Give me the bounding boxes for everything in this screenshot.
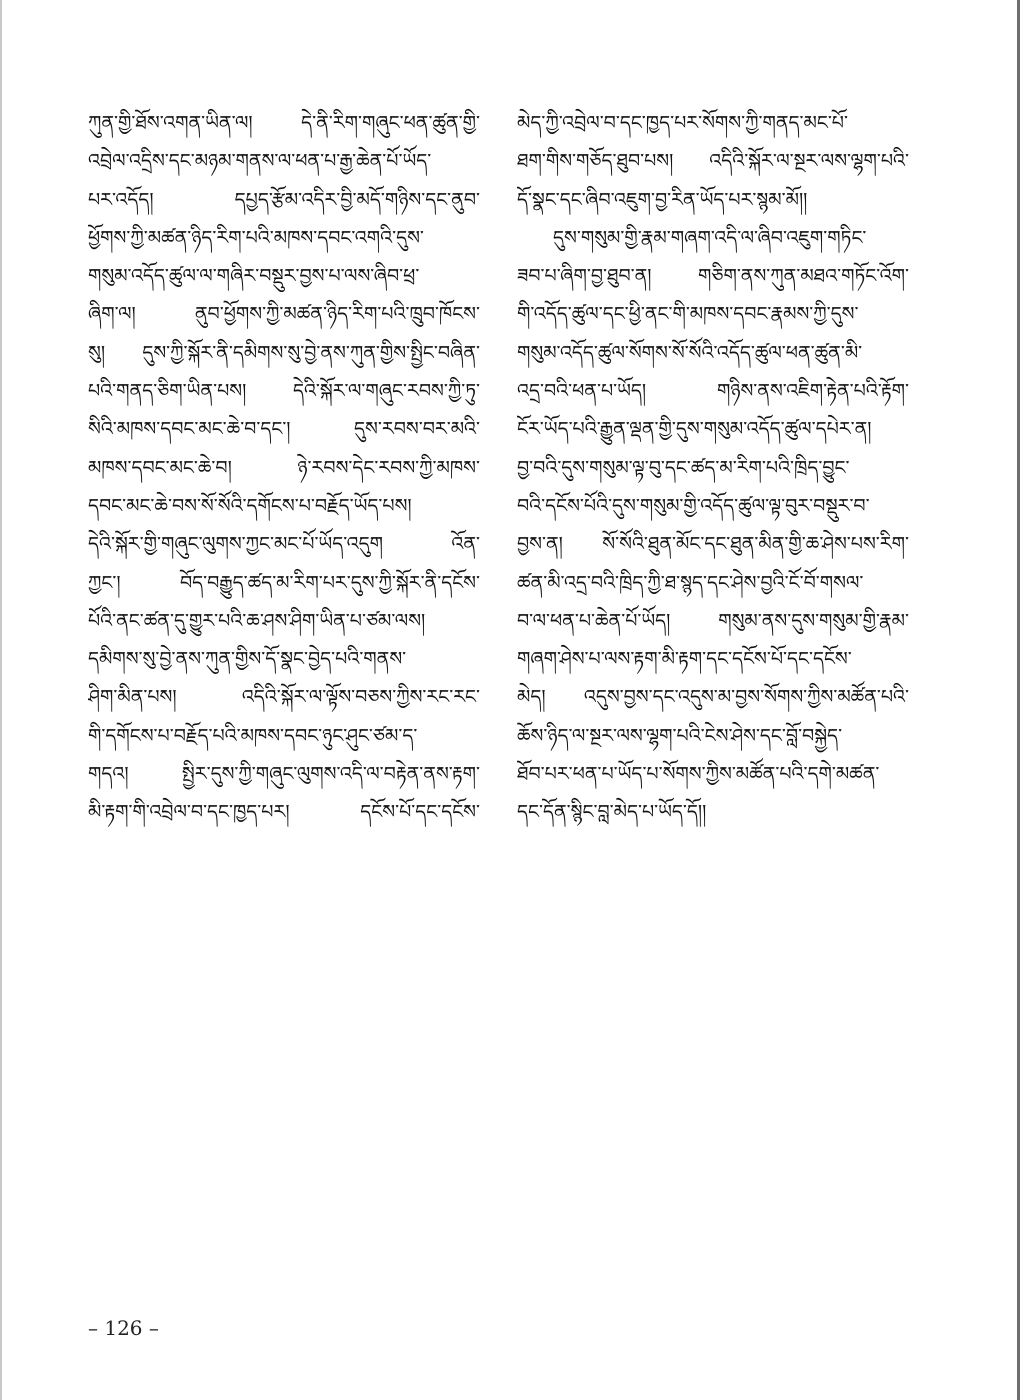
text-line: དེའི་སྐོར་གྱི་གཞུང་ལུགས་ཀྱང་མང་པོ་ཡོད་འདུག འོན་	[88, 533, 480, 556]
text-line: བྱས་ན། སོ་སོའི་ཐུན་མོང་དང་ཐུན་མིན་གྱི་ཆ་ཤེས་པས་རིག་	[517, 533, 909, 556]
text-line: མི་རྟག་གི་འབྲེལ་བ་དང་ཁྱད་པར། དངོས་པོ་དང་དངོས་	[88, 801, 480, 824]
text-line: བ་ལ་ཕན་པ་ཆེན་པོ་ཡོད། གསུམ་ནས་དུས་གསུམ་གྱི་རྣམ་	[517, 609, 909, 632]
text-line: འབྲེལ་འདྲིས་དང་མཉམ་གནས་ལ་ཕན་པ་རྒྱ་ཆེན་པོ་ཡོད་	[88, 150, 432, 173]
text-line: ཕྱོགས་ཀྱི་མཚན་ཉིད་རིག་པའི་མཁས་དབང་འགའི་དུས་	[88, 226, 424, 249]
text-line: མཁས་དབང་མང་ཆེ་བ། ཉེ་རབས་དེང་རབས་ཀྱི་མཁས་	[88, 456, 480, 479]
text-line: མེད་ཀྱི་འབྲེལ་བ་དང་ཁྱད་པར་སོགས་ཀྱི་གནད་མང་པོ་	[517, 112, 848, 134]
text-line: དམིགས་སུ་བྱེ་ནས་ཀུན་གྱིས་དོ་སྣང་བྱེད་པའི་གནས་	[88, 648, 407, 671]
text-line: ཤིག་མིན་པས། འདིའི་སྐོར་ལ་ལྟོས་བཅས་ཀྱིས་རང་རང་	[88, 686, 480, 709]
text-line: གི་འདོད་ཚུལ་དང་ཕྱི་ནང་གི་མཁས་དབང་རྣམས་ཀྱི་དུས་	[517, 303, 859, 326]
text-column-right	[517, 104, 909, 832]
text-line: ངོར་ཡོད་པའི་རྒྱུན་ལྡན་གྱི་དུས་གསུམ་འདོད་ཚུལ་དཔེར་ན།	[517, 418, 872, 441]
paragraph-end-line: དོ་སྣང་དང་ཞིབ་འཇུག་བྱ་རིན་ཡོད་པར་སྙམ་མོ།།	[517, 188, 808, 211]
text-line: ཆོས་ཉིད་ལ་སྔར་ལས་ལྷག་པའི་ངེས་ཤེས་དང་བློ་བསྐྱེད་	[517, 724, 843, 747]
text-line: དབང་མང་ཆེ་བས་སོ་སོའི་དགོངས་པ་བརྗོད་ཡོད་པས།	[88, 494, 412, 517]
text-line: གསུམ་འདོད་ཚུལ་སོགས་སོ་སོའི་འདོད་ཚུལ་ཕན་ཚུན་མི་	[517, 341, 863, 364]
text-line: པར་འདོད། དཔྱད་རྩོམ་འདིར་བྱི་མདོ་གཉིས་དང་ནུབ་	[88, 188, 480, 211]
text-line: གདའ། སྤྱིར་དུས་ཀྱི་གཞུང་ལུགས་འདི་ལ་བརྟེན་ནས་རྟག་	[88, 763, 480, 786]
text-line: ཟབ་པ་ཞིག་བྱ་ཐུབ་ན། གཅིག་ནས་ཀུན་མཐའ་གཏོང་འོག་	[517, 265, 909, 288]
text-line: ཚན་མི་འདྲ་བའི་ཁྲིད་ཀྱི་ཐ་སྙད་དང་ཤེས་བྱའི་ངོ་བོ་གསལ་	[517, 571, 864, 594]
text-line: ཀུན་གྱི་ཐོས་འགན་ཡིན་ལ། དེ་ནི་རིག་གཞུང་ཕན་ཚུན་གྱི་	[88, 112, 480, 134]
text-line: འདྲ་བའི་ཕན་པ་ཡོད། གཉིས་ནས་འཇིག་རྟེན་པའི་རྟོག་	[517, 380, 909, 403]
page-number: – 126 –	[88, 1316, 159, 1340]
text-line: ཐག་གིས་གཅོད་ཐུབ་པས། འདིའི་སྐོར་ལ་སྔར་ལས་ལྷག་པའི་	[517, 150, 909, 173]
text-line: སུ། དུས་ཀྱི་སྐོར་ནི་དམིགས་སུ་བྱེ་ནས་ཀུན་གྱིས་སྤྱིང་བཞིན་	[88, 341, 480, 364]
text-line: བའི་དངོས་པོའི་དུས་གསུམ་གྱི་འདོད་ཚུལ་ལྟ་བུར་བསྡུར་བ་	[517, 494, 870, 517]
text-line: བྱ་བའི་དུས་གསུམ་ལྟ་བུ་དང་ཚད་མ་རིག་པའི་ཁྲིད་བྱུང་	[517, 456, 850, 479]
text-line: ཞིག་ལ། ནུབ་ཕྱོགས་ཀྱི་མཚན་ཉིད་རིག་པའི་ཁྲུབ་ཁོངས་	[88, 303, 480, 326]
text-line: པའི་གནད་ཅིག་ཡིན་པས། དེའི་སྐོར་ལ་གཞུང་རབས་ཀྱི་ཏུ་	[88, 380, 480, 403]
text-line: ཀྱང་། བོད་བརྒྱུད་ཚད་མ་རིག་པར་དུས་ཀྱི་སྐོར་ནི་དངོས་	[88, 571, 480, 594]
text-line: གསུམ་འདོད་ཚུལ་ལ་གཞིར་བསྡུར་བྱས་པ་ལས་ཞིབ་ཕྲ་	[88, 265, 420, 288]
page-edge-left	[0, 0, 2, 1400]
text-line: སིའི་མཁས་དབང་མང་ཆེ་བ་དང་། དུས་རབས་བར་མའི་	[88, 418, 480, 441]
paragraph-first-line: དུས་གསུམ་གྱི་རྣམ་གཞག་འདི་ལ་ཞིབ་འཇུག་གཏིང་	[553, 226, 867, 249]
paragraph-end-line: དང་དོན་སྙིང་བླ་མེད་པ་ཡོད་དོ།།	[517, 801, 707, 824]
text-line: ཐོབ་པར་ཕན་པ་ཡོད་པ་སོགས་ཀྱིས་མཚོན་པའི་དགེ་མཚན་	[517, 763, 880, 786]
text-line: གཞག་ཤེས་པ་ལས་རྟག་མི་རྟག་དང་དངོས་པོ་དང་དངོས་	[517, 648, 852, 671]
text-line: གི་དགོངས་པ་བརྗོད་པའི་མཁས་དབང་ཉུང་ཤུང་ཙམ་ད་	[88, 724, 418, 747]
text-line: མེད། འདུས་བྱས་དང་འདུས་མ་བྱས་སོགས་ཀྱིས་མཚོན་པའི་	[517, 686, 909, 709]
text-line: པོའི་ནང་ཚན་དུ་གྱུར་པའི་ཆ་ཤས་ཤིག་ཡིན་པ་ཙམ་ལས།	[88, 609, 426, 632]
text-column-left	[88, 104, 480, 832]
